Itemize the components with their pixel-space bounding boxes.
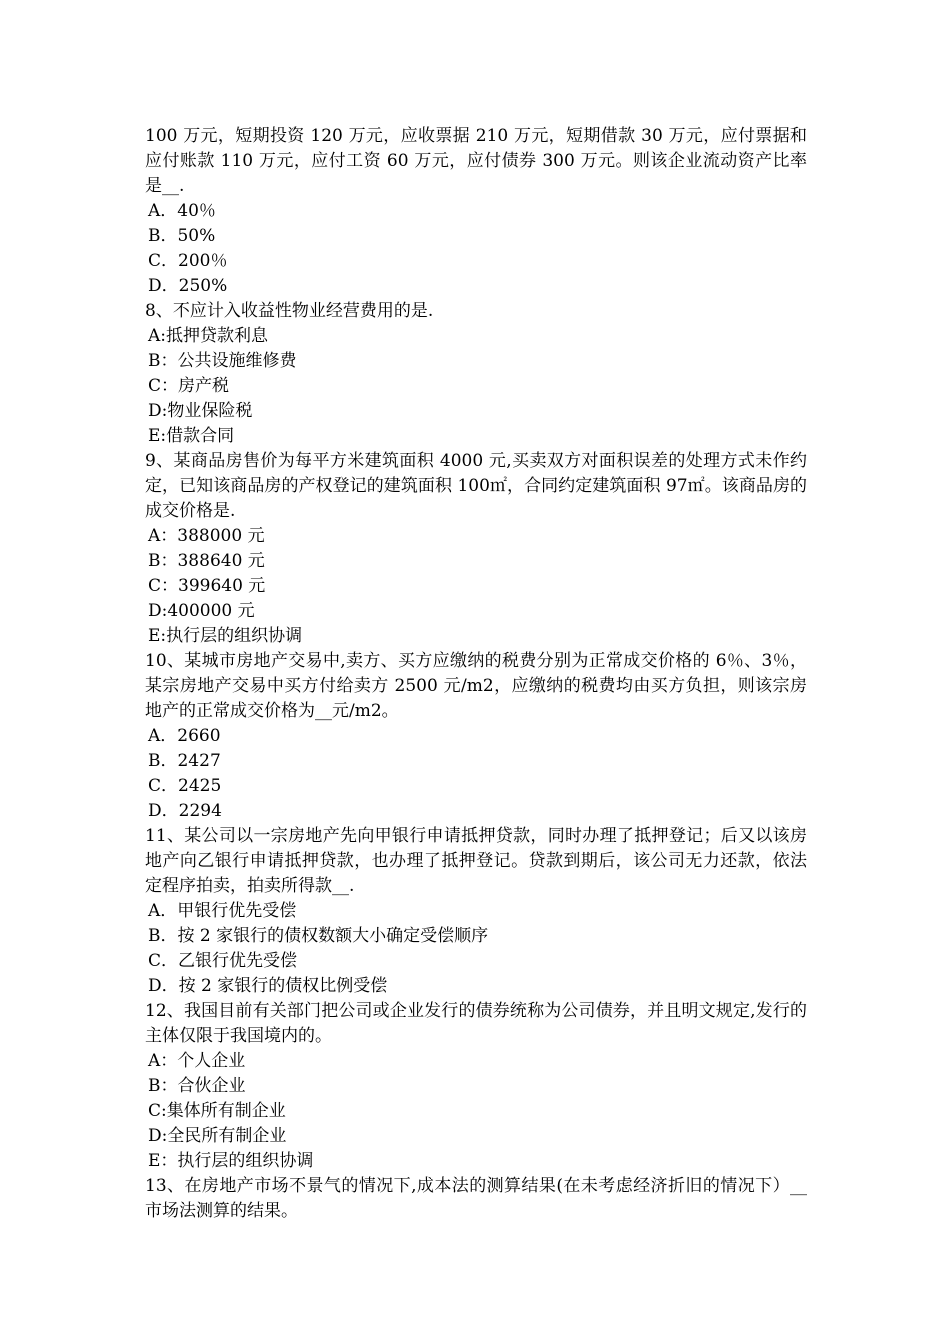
option-a: A：个人企业 — [148, 1051, 246, 1071]
document-page — [145, 124, 807, 1224]
option-a: A:抵押贷款利息 — [148, 326, 269, 346]
question-stem: 12、我国目前有关部门把公司或企业发行的债券统称为公司债券，并且明文规定,发行的主体仅限于我国境内的。 — [145, 1001, 807, 1046]
option-b: B．50% — [148, 226, 216, 246]
question-10 — [145, 649, 807, 824]
option-e: E:借款合同 — [148, 426, 235, 446]
option-d: D:400000 元 — [148, 601, 255, 621]
option-e: E：执行层的组织协调 — [148, 1151, 314, 1171]
question-stem: 100 万元，短期投资 120 万元，应收票据 210 万元，短期借款 30 万元，应付票据和应付账款 110 万元，应付工资 60 万元，应付债券 300 万元。则该企业流动资产比率是__. — [145, 126, 807, 196]
option-c: C．2425 — [148, 776, 222, 796]
question-13 — [145, 1174, 807, 1224]
option-b: B：388640 元 — [148, 551, 265, 571]
option-a: A．甲银行优先受偿 — [148, 901, 297, 921]
option-a: A：388000 元 — [148, 526, 265, 546]
question-stem: 11、某公司以一宗房地产先向甲银行申请抵押贷款，同时办理了抵押登记；后又以该房地产向乙银行申请抵押贷款，也办理了抵押登记。贷款到期后，该公司无力还款，依法定程序拍卖，拍卖所得款__. — [145, 826, 807, 896]
option-b: B：合伙企业 — [148, 1076, 246, 1096]
option-c: C．乙银行优先受偿 — [148, 951, 298, 971]
option-e: E:执行层的组织协调 — [148, 626, 303, 646]
option-a: A．40％ — [148, 201, 216, 221]
question-8 — [145, 299, 807, 449]
option-d: D．按 2 家银行的债权比例受偿 — [148, 976, 388, 996]
question-stem: 10、某城市房地产交易中,卖方、买方应缴纳的税费分别为正常成交价格的 6％、3％，某宗房地产交易中买方付给卖方 2500 元/m2，应缴纳的税费均由买方负担，则该宗房地产的正常成交价格为__元/m2。 — [145, 651, 807, 721]
intro-question — [145, 124, 807, 299]
option-c: C：399640 元 — [148, 576, 266, 596]
question-stem: 13、在房地产市场不景气的情况下,成本法的测算结果(在未考虑经济折旧的情况下）__市场法测算的结果。 — [145, 1176, 807, 1221]
question-12 — [145, 999, 807, 1174]
option-b: B．2427 — [148, 751, 221, 771]
option-a: A．2660 — [148, 726, 221, 746]
question-9 — [145, 449, 807, 649]
option-b: B．按 2 家银行的债权数额大小确定受偿顺序 — [148, 926, 489, 946]
option-b: B：公共设施维修费 — [148, 351, 297, 371]
option-d: D:全民所有制企业 — [148, 1126, 287, 1146]
option-d: D:物业保险税 — [148, 401, 253, 421]
option-c: C．200％ — [148, 251, 228, 271]
option-d: D．250% — [148, 276, 228, 296]
question-11 — [145, 824, 807, 999]
question-stem: 8、不应计入收益性物业经营费用的是. — [145, 301, 434, 321]
question-stem: 9、某商品房售价为每平方米建筑面积 4000 元,买卖双方对面积误差的处理方式未作约定，已知该商品房的产权登记的建筑面积 100㎡，合同约定建筑面积 97㎡。该商品房的成交价格是. — [145, 451, 807, 521]
option-c: C:集体所有制企业 — [148, 1101, 286, 1121]
option-d: D．2294 — [148, 801, 222, 821]
option-c: C：房产税 — [148, 376, 230, 396]
